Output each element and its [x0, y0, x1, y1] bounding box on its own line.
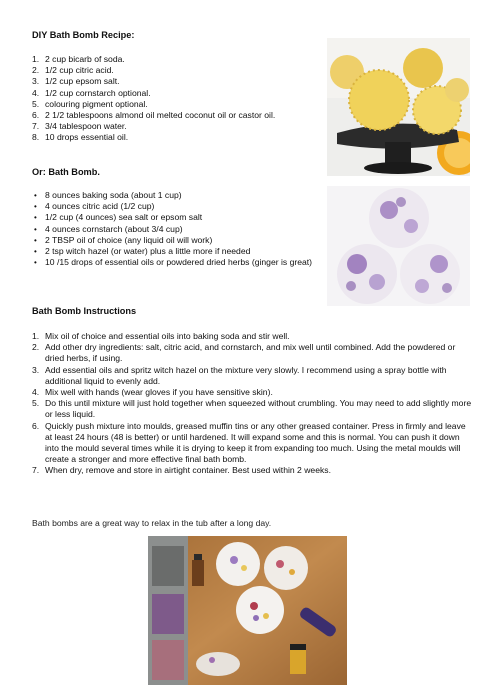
list-item: 1. Mix oil of choice and essential oils into baking soda and stir well.	[32, 331, 290, 341]
list-item: 1. 2 cup bicarb of soda.	[32, 54, 125, 64]
list-item: • 8 ounces baking soda (about 1 cup)	[34, 190, 182, 200]
list-item: 7. 3/4 tablespoon water.	[32, 121, 127, 132]
yellow-bath-bombs-image	[327, 38, 470, 176]
list-item: 2. 1/2 cup citric acid.	[32, 65, 114, 76]
list-item: • 4 ounces cornstarch (about 3/4 cup)	[34, 223, 183, 234]
recipe1-list	[32, 54, 332, 144]
instructions-heading: Bath Bomb Instructions	[32, 306, 137, 316]
list-item: 5. Do this until mixture will just hold together when squeezed without crumbling. You may need to add slightly more or less liquid.	[32, 398, 472, 420]
list-item: 7. When dry, remove and store in airtight container. Best used within 2 weeks.	[32, 465, 331, 476]
list-item: 6. 2 1/2 tablespoons almond oil melted coconut oil or castor oil.	[32, 110, 276, 121]
list-item: • 1/2 cup (4 ounces) sea salt or epsom salt	[34, 212, 203, 223]
list-item: • 10 /15 drops of essential oils or powdered dried herbs (ginger is great)	[34, 257, 313, 268]
list-item: 5. colouring pigment optional.	[32, 98, 148, 109]
list-item: 3. Add essential oils and spritz witch hazel on the mixture very slowly. I recommend using a spray bottle with additional liquid to evenly add.	[32, 364, 447, 386]
ingredients-flatlay-photo	[148, 536, 347, 685]
list-item: • 2 tsp witch hazel (or water) plus a little more if needed	[34, 246, 251, 257]
purple-bath-bombs-image	[327, 186, 470, 306]
list-item: 2. Add other dry ingredients: salt, citric acid, and cornstarch, and mix well until combined. Add the powdered or dried herbs, if using.	[32, 342, 456, 364]
list-item: 3. 1/2 cup epsom salt.	[32, 76, 120, 87]
list-item: • 2 TBSP oil of choice (any liquid oil will work)	[34, 234, 213, 245]
list-item: 4. Mix well with hands (wear gloves if you have sensitive skin).	[32, 387, 273, 398]
purple-bath-bombs-photo	[327, 186, 470, 306]
list-item: 6. Quickly push mixture into moulds, greased muffin tins or any other greased container. Press in firmly and leave at least 24 hours (48 is better) or until hardened. It will expand some and this is normal. You can push it down into the mould several times while it is drying to keep it from expanding too much. Using the metal moulds will create a stronger and more effective final bath bomb.	[32, 420, 466, 465]
closing-text: Bath bombs are a great way to relax in the tub after a long day.	[32, 518, 272, 528]
ingredients-flatlay-image	[148, 536, 347, 685]
list-item: 8. 10 drops essential oil.	[32, 132, 129, 143]
list-item: 4. 1/2 cup cornstarch optional.	[32, 87, 151, 98]
list-item: • 4 ounces citric acid (1/2 cup)	[34, 201, 155, 212]
yellow-bath-bombs-photo	[327, 38, 470, 176]
instructions-list	[32, 331, 472, 477]
recipe2-heading: Or: Bath Bomb.	[32, 167, 100, 177]
recipe1-heading: DIY Bath Bomb Recipe:	[32, 30, 135, 40]
recipe2-list	[32, 190, 322, 268]
